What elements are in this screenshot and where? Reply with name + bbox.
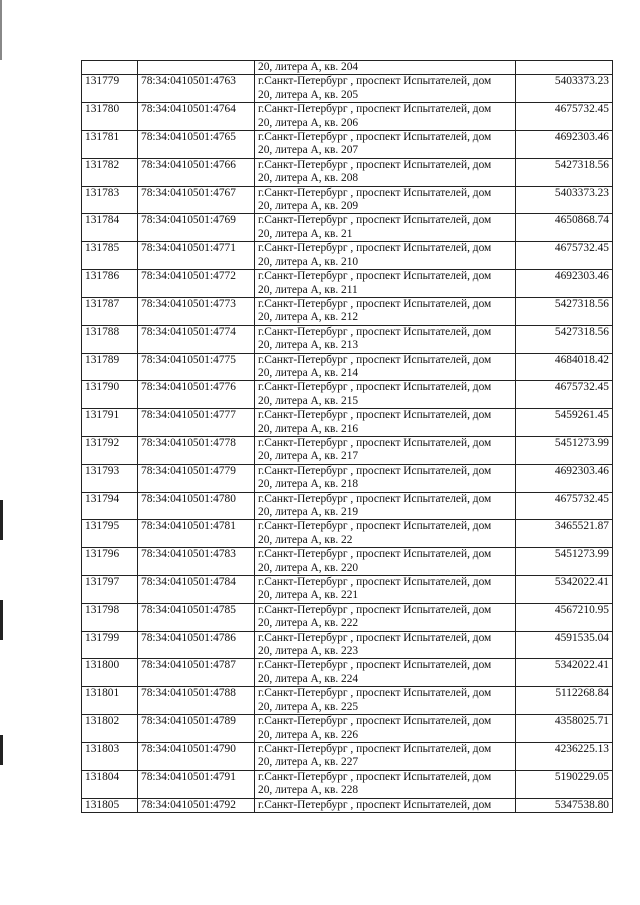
- cadastral-number-cell: 78:34:0410501:4780: [138, 492, 255, 520]
- cadastral-value-cell: 5347538.80: [516, 798, 613, 812]
- address-line-1: г.Санкт-Петербург , проспект Испытателей, дом: [258, 687, 492, 700]
- cadastral-number-cell: 78:34:0410501:4790: [138, 742, 255, 770]
- table-row: [82, 576, 613, 604]
- cadastral-value-cell: 5451273.99: [516, 436, 613, 464]
- table-row: [82, 436, 613, 464]
- cadastral-number-cell: 78:34:0410501:4772: [138, 270, 255, 298]
- address-line-1: г.Санкт-Петербург , проспект Испытателей, дом: [258, 325, 492, 338]
- row-number-cell: 131788: [82, 325, 138, 353]
- address-line-2: 20, литера А, кв. 217: [258, 450, 359, 463]
- address-cell: [255, 297, 516, 325]
- address-cell: [255, 548, 516, 576]
- address-line-2: 20, литера А, кв. 22: [258, 533, 353, 546]
- row-number-cell: 131800: [82, 659, 138, 687]
- address-cell: [255, 381, 516, 409]
- scan-edge-mark: [0, 0, 2, 60]
- row-number-cell: 131783: [82, 186, 138, 214]
- continuation-row: [82, 61, 613, 75]
- cadastral-value-cell: 4236225.13: [516, 742, 613, 770]
- cadastral-number-cell: 78:34:0410501:4789: [138, 715, 255, 743]
- table-row: [82, 770, 613, 798]
- address-cell: [255, 158, 516, 186]
- address-line-1: г.Санкт-Петербург , проспект Испытателей, дом: [258, 270, 492, 283]
- cadastral-number-cell: 78:34:0410501:4776: [138, 381, 255, 409]
- row-number-cell: 131803: [82, 742, 138, 770]
- address-line-2: 20, литера А, кв. 204: [258, 61, 359, 73]
- address-line-2: 20, литера А, кв. 213: [258, 339, 359, 352]
- cadastral-value-cell: 5190229.05: [516, 770, 613, 798]
- cadastral-value-cell: 5427318.56: [516, 325, 613, 353]
- table-row: [82, 325, 613, 353]
- cadastral-number-cell: [138, 61, 255, 75]
- address-line-1: г.Санкт-Петербург , проспект Испытателей, дом: [258, 631, 492, 644]
- cadastral-value-cell: 5427318.56: [516, 158, 613, 186]
- address-line-2: 20, литера А, кв. 209: [258, 200, 359, 213]
- cadastral-value-cell: 4358025.71: [516, 715, 613, 743]
- address-cell: [255, 214, 516, 242]
- address-line-1: г.Санкт-Петербург , проспект Испытателей, дом: [258, 464, 492, 477]
- scan-edge-mark: [0, 500, 3, 540]
- address-line-2: 20, литера А, кв. 218: [258, 478, 359, 491]
- address-cell: [255, 464, 516, 492]
- address-line-1: г.Санкт-Петербург , проспект Испытателей, дом: [258, 770, 492, 783]
- address-cell: [255, 659, 516, 687]
- address-line-1: г.Санкт-Петербург , проспект Испытателей, дом: [258, 715, 492, 728]
- cadastral-value-cell: 5403373.23: [516, 186, 613, 214]
- cadastral-number-cell: 78:34:0410501:4791: [138, 770, 255, 798]
- table-row: [82, 492, 613, 520]
- address-line-1: г.Санкт-Петербург , проспект Испытателей, дом: [258, 436, 492, 449]
- address-cell: [255, 603, 516, 631]
- cadastral-number-cell: 78:34:0410501:4765: [138, 131, 255, 159]
- cadastral-value-cell: 4591535.04: [516, 631, 613, 659]
- address-line-1: г.Санкт-Петербург , проспект Испытателей, дом: [258, 131, 492, 144]
- table-row: [82, 631, 613, 659]
- address-cell: [255, 186, 516, 214]
- row-number-cell: 131804: [82, 770, 138, 798]
- row-number-cell: 131796: [82, 548, 138, 576]
- cadastral-value-cell: 5342022.41: [516, 576, 613, 604]
- address-line-2: 20, литера А, кв. 215: [258, 394, 359, 407]
- address-line-1: г.Санкт-Петербург , проспект Испытателей, дом: [258, 659, 492, 672]
- table-row: [82, 742, 613, 770]
- cadastral-number-cell: 78:34:0410501:4785: [138, 603, 255, 631]
- address-line-2: 20, литера А, кв. 207: [258, 144, 359, 157]
- table-row: [82, 103, 613, 131]
- table-row: [82, 464, 613, 492]
- table-row: [82, 381, 613, 409]
- cadastral-number-cell: 78:34:0410501:4783: [138, 548, 255, 576]
- cadastral-value-cell: 4650868.74: [516, 214, 613, 242]
- cadastral-number-cell: 78:34:0410501:4764: [138, 103, 255, 131]
- cadastral-number-cell: 78:34:0410501:4766: [138, 158, 255, 186]
- row-number-cell: 131802: [82, 715, 138, 743]
- row-number-cell: 131785: [82, 242, 138, 270]
- cadastral-value-cell: 3465521.87: [516, 520, 613, 548]
- cadastral-value-cell: 4675732.45: [516, 381, 613, 409]
- address-cell: [255, 687, 516, 715]
- cadastral-value-cell: 5112268.84: [516, 687, 613, 715]
- address-cell: [255, 409, 516, 437]
- cadastral-number-cell: 78:34:0410501:4769: [138, 214, 255, 242]
- table-row: [82, 687, 613, 715]
- address-line-2: 20, литера А, кв. 212: [258, 311, 359, 324]
- table-row: [82, 186, 613, 214]
- row-number-cell: 131793: [82, 464, 138, 492]
- row-number-cell: 131779: [82, 75, 138, 103]
- cadastral-number-cell: 78:34:0410501:4775: [138, 353, 255, 381]
- row-number-cell: 131794: [82, 492, 138, 520]
- cadastral-number-cell: 78:34:0410501:4788: [138, 687, 255, 715]
- address-line-1: г.Санкт-Петербург , проспект Испытателей, дом: [258, 75, 492, 88]
- cadastral-number-cell: 78:34:0410501:4771: [138, 242, 255, 270]
- address-cell: [255, 520, 516, 548]
- table-row: [82, 131, 613, 159]
- address-line-1: г.Санкт-Петербург , проспект Испытателей, дом: [258, 158, 492, 171]
- address-cell: [255, 436, 516, 464]
- address-cell: [255, 576, 516, 604]
- cadastral-value-cell: 4675732.45: [516, 492, 613, 520]
- row-number-cell: 131805: [82, 798, 138, 812]
- row-number-cell: [82, 61, 138, 75]
- row-number-cell: 131791: [82, 409, 138, 437]
- address-line-2: 20, литера А, кв. 220: [258, 561, 359, 574]
- scan-edge-mark: [0, 735, 3, 765]
- cadastral-number-cell: 78:34:0410501:4781: [138, 520, 255, 548]
- address-line-1: г.Санкт-Петербург , проспект Испытателей, дом: [258, 353, 492, 366]
- address-line-2: 20, литера А, кв. 214: [258, 366, 359, 379]
- property-registry-table: [81, 60, 613, 813]
- cadastral-number-cell: 78:34:0410501:4767: [138, 186, 255, 214]
- address-line-2: 20, литера А, кв. 228: [258, 784, 359, 797]
- address-line-1: г.Санкт-Петербург , проспект Испытателей, дом: [258, 603, 492, 616]
- address-cell: [255, 103, 516, 131]
- address-line-2: 20, литера А, кв. 211: [258, 283, 358, 296]
- cadastral-number-cell: 78:34:0410501:4773: [138, 297, 255, 325]
- row-number-cell: 131792: [82, 436, 138, 464]
- row-number-cell: 131790: [82, 381, 138, 409]
- address-line-2: 20, литера А, кв. 227: [258, 756, 359, 769]
- cadastral-value-cell: 4684018.42: [516, 353, 613, 381]
- table-row: [82, 715, 613, 743]
- cadastral-value-cell: 5403373.23: [516, 75, 613, 103]
- address-line-2: 20, литера А, кв. 216: [258, 422, 359, 435]
- registry-table-body: [82, 61, 613, 813]
- row-number-cell: 131784: [82, 214, 138, 242]
- cadastral-value-cell: 4675732.45: [516, 103, 613, 131]
- address-cell: [255, 131, 516, 159]
- address-line-1: г.Санкт-Петербург , проспект Испытателей, дом: [258, 548, 492, 561]
- row-number-cell: 131789: [82, 353, 138, 381]
- address-line-2: 20, литера А, кв. 208: [258, 172, 359, 185]
- cadastral-number-cell: 78:34:0410501:4784: [138, 576, 255, 604]
- address-line-2: 20, литера А, кв. 219: [258, 506, 359, 518]
- address-line-2: 20, литера А, кв. 205: [258, 88, 359, 101]
- address-line-1: г.Санкт-Петербург , проспект Испытателей, дом: [258, 214, 492, 227]
- cadastral-value-cell: 5459261.45: [516, 409, 613, 437]
- address-cell: [255, 75, 516, 103]
- address-cell: [255, 325, 516, 353]
- cadastral-value-cell: 4692303.46: [516, 270, 613, 298]
- table-row: [82, 75, 613, 103]
- address-line-2: 20, литера А, кв. 225: [258, 700, 359, 713]
- cadastral-number-cell: 78:34:0410501:4763: [138, 75, 255, 103]
- address-cell: [255, 798, 516, 812]
- address-line-2: 20, литера А, кв. 224: [258, 672, 359, 685]
- cadastral-number-cell: 78:34:0410501:4786: [138, 631, 255, 659]
- row-number-cell: 131801: [82, 687, 138, 715]
- address-cell: [255, 742, 516, 770]
- cadastral-number-cell: 78:34:0410501:4777: [138, 409, 255, 437]
- table-row: [82, 158, 613, 186]
- cadastral-number-cell: 78:34:0410501:4774: [138, 325, 255, 353]
- table-row: [82, 520, 613, 548]
- address-line-1: г.Санкт-Петербург , проспект Испытателей, дом: [258, 381, 492, 394]
- address-cell: [255, 715, 516, 743]
- scan-edge-mark: [0, 600, 3, 640]
- address-line-1: г.Санкт-Петербург , проспект Испытателей, дом: [258, 242, 492, 255]
- address-line-2: 20, литера А, кв. 210: [258, 255, 359, 268]
- row-number-cell: 131799: [82, 631, 138, 659]
- table-row: [82, 659, 613, 687]
- table-row: [82, 297, 613, 325]
- address-line-2: 20, литера А, кв. 226: [258, 728, 359, 741]
- table-row: [82, 242, 613, 270]
- table-row: [82, 270, 613, 298]
- address-cell: [255, 242, 516, 270]
- table-row: [82, 409, 613, 437]
- address-cell: [255, 631, 516, 659]
- row-number-cell: 131798: [82, 603, 138, 631]
- address-cell: [255, 492, 516, 520]
- cadastral-number-cell: 78:34:0410501:4779: [138, 464, 255, 492]
- table-row: [82, 603, 613, 631]
- table-row: [82, 214, 613, 242]
- row-number-cell: 131786: [82, 270, 138, 298]
- cadastral-number-cell: 78:34:0410501:4792: [138, 798, 255, 812]
- address-line-2: 20, литера А, кв. 222: [258, 617, 359, 630]
- address-line-1: г.Санкт-Петербург , проспект Испытателей, дом: [258, 103, 492, 116]
- row-number-cell: 131787: [82, 297, 138, 325]
- address-line-1: г.Санкт-Петербург , проспект Испытателей, дом: [258, 798, 492, 811]
- address-line-1: г.Санкт-Петербург , проспект Испытателей, дом: [258, 520, 492, 533]
- cadastral-value-cell: 4692303.46: [516, 464, 613, 492]
- cadastral-value-cell: 5342022.41: [516, 659, 613, 687]
- row-number-cell: 131782: [82, 158, 138, 186]
- address-line-1: г.Санкт-Петербург , проспект Испытателей, дом: [258, 409, 492, 422]
- cadastral-value-cell: 4567210.95: [516, 603, 613, 631]
- address-cell: [255, 270, 516, 298]
- address-cell: [255, 61, 516, 75]
- row-number-cell: 131780: [82, 103, 138, 131]
- cadastral-number-cell: 78:34:0410501:4778: [138, 436, 255, 464]
- row-number-cell: 131781: [82, 131, 138, 159]
- cadastral-value-cell: 4675732.45: [516, 242, 613, 270]
- address-line-1: г.Санкт-Петербург , проспект Испытателей, дом: [258, 576, 492, 589]
- table-row: [82, 548, 613, 576]
- row-number-cell: 131797: [82, 576, 138, 604]
- address-line-2: 20, литера А, кв. 21: [258, 227, 353, 240]
- address-cell: [255, 353, 516, 381]
- row-number-cell: 131795: [82, 520, 138, 548]
- address-line-2: 20, литера А, кв. 223: [258, 645, 359, 658]
- cadastral-value-cell: 5427318.56: [516, 297, 613, 325]
- table-row: [82, 353, 613, 381]
- address-line-1: г.Санкт-Петербург , проспект Испытателей, дом: [258, 492, 492, 505]
- table-row: [82, 798, 613, 812]
- address-cell: [255, 770, 516, 798]
- cadastral-value-cell: [516, 61, 613, 75]
- address-line-1: г.Санкт-Петербург , проспект Испытателей, дом: [258, 742, 492, 755]
- cadastral-value-cell: 5451273.99: [516, 548, 613, 576]
- address-line-1: г.Санкт-Петербург , проспект Испытателей, дом: [258, 186, 492, 199]
- cadastral-value-cell: 4692303.46: [516, 131, 613, 159]
- address-line-2: 20, литера А, кв. 221: [258, 589, 359, 602]
- cadastral-number-cell: 78:34:0410501:4787: [138, 659, 255, 687]
- address-line-2: 20, литера А, кв. 206: [258, 116, 359, 129]
- address-line-1: г.Санкт-Петербург , проспект Испытателей, дом: [258, 297, 492, 310]
